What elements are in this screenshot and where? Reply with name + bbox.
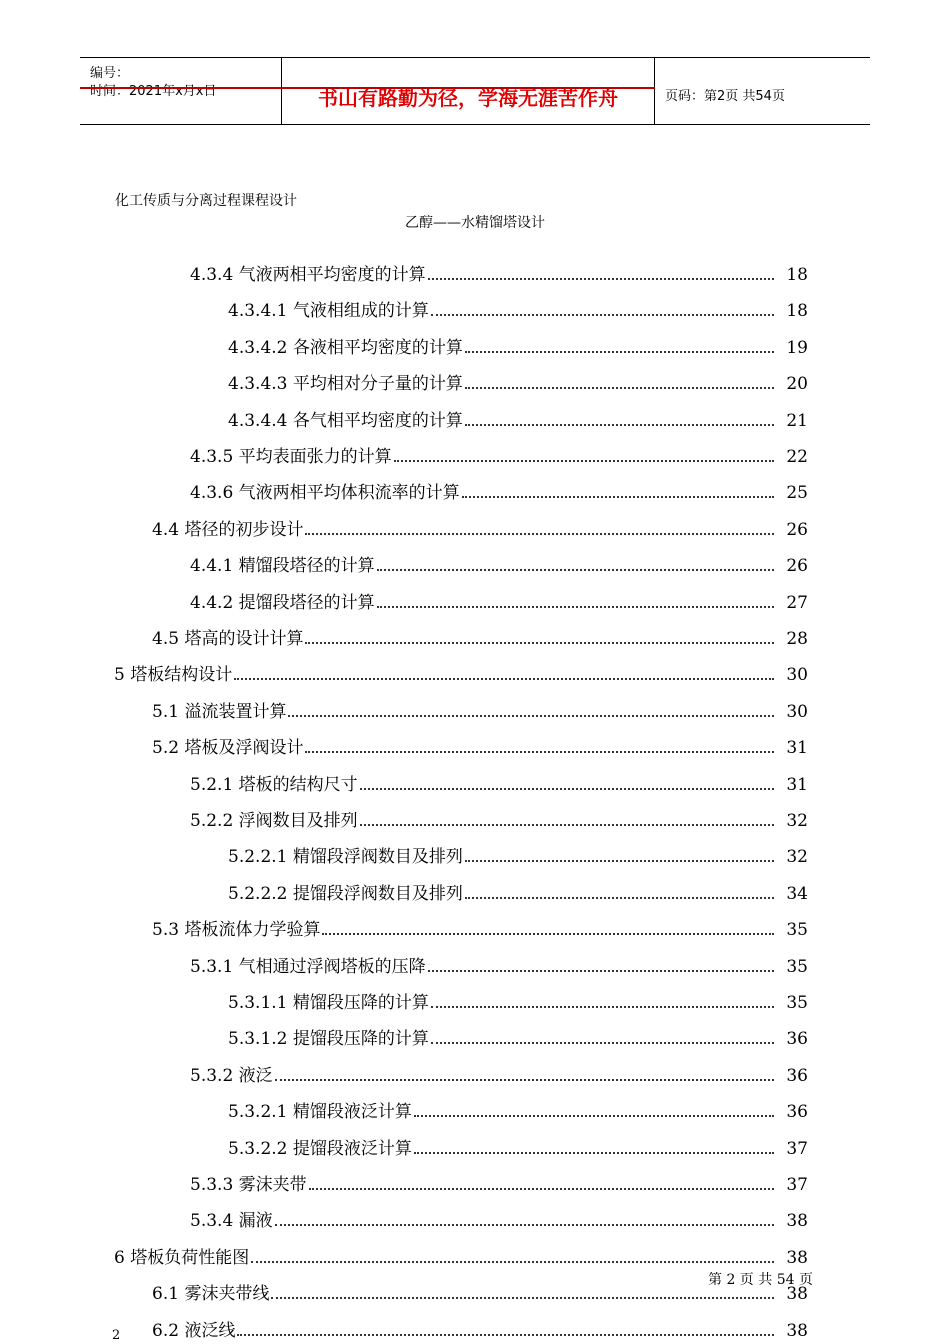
toc-entry-label: 5.3.2 液泛 bbox=[190, 1066, 273, 1086]
toc-entry[interactable] bbox=[190, 769, 808, 795]
toc-entry-label: 4.5 塔高的设计计算 bbox=[152, 629, 304, 649]
toc-entry-page: 18 bbox=[786, 301, 808, 321]
toc-entry-page: 20 bbox=[786, 374, 808, 394]
toc-entry-label: 5.3.2.1 精馏段液泛计算 bbox=[228, 1102, 412, 1122]
toc-leader-dots bbox=[465, 387, 774, 389]
toc-entry-label: 5.3.3 雾沫夹带 bbox=[190, 1175, 307, 1195]
toc-entry-label: 5.3.2.2 提馏段液泛计算 bbox=[228, 1139, 412, 1159]
header-left-cell bbox=[80, 58, 282, 124]
toc-entry-label: 6 塔板负荷性能图 bbox=[114, 1248, 250, 1268]
toc-entry[interactable] bbox=[152, 514, 808, 540]
toc-entry[interactable] bbox=[152, 696, 808, 722]
toc-entry-label: 5.3.4 漏液 bbox=[190, 1211, 273, 1231]
toc-entry-page: 36 bbox=[786, 1029, 808, 1049]
toc-entry-page: 30 bbox=[786, 702, 808, 722]
toc-entry-label: 5.2.1 塔板的结构尺寸 bbox=[190, 775, 358, 795]
toc-entry[interactable] bbox=[190, 1205, 808, 1231]
toc-entry-label: 5.2.2 浮阀数目及排列 bbox=[190, 811, 358, 831]
toc-entry-label: 5.2 塔板及浮阀设计 bbox=[152, 738, 304, 758]
toc-entry[interactable] bbox=[190, 441, 808, 467]
toc-entry-label: 4.4.2 提馏段塔径的计算 bbox=[190, 593, 375, 613]
toc-leader-dots bbox=[360, 788, 774, 790]
header-page-cell bbox=[655, 58, 870, 124]
motto-text: 书山有路勤为径，学海无涯苦作舟 bbox=[318, 86, 618, 110]
toc-leader-dots bbox=[275, 1079, 774, 1081]
toc-entry-label: 4.3.4.2 各液相平均密度的计算 bbox=[228, 338, 463, 358]
footer-page-number: 2 bbox=[112, 1328, 121, 1343]
toc-leader-dots bbox=[305, 533, 774, 535]
toc-entry-label: 4.4.1 精馏段塔径的计算 bbox=[190, 556, 375, 576]
toc-entry[interactable] bbox=[228, 332, 808, 358]
toc-entry-label: 4.3.4 气液两相平均密度的计算 bbox=[190, 265, 426, 285]
toc-leader-dots bbox=[275, 1224, 774, 1226]
toc-entry-label: 4.3.5 平均表面张力的计算 bbox=[190, 447, 392, 467]
footer-page-text: 第 2 页 共 54 页 bbox=[708, 1272, 813, 1288]
toc-entry[interactable] bbox=[152, 732, 808, 758]
toc-entry-label: 5.3.1.2 提馏段压降的计算 bbox=[228, 1029, 429, 1049]
toc-leader-dots bbox=[431, 1006, 774, 1008]
toc-leader-dots bbox=[431, 314, 774, 316]
header-table bbox=[80, 57, 870, 125]
toc-entry-page: 37 bbox=[786, 1139, 808, 1159]
toc-leader-dots bbox=[271, 1297, 774, 1299]
toc-entry[interactable] bbox=[152, 623, 808, 649]
toc-entry-label: 4.4 塔径的初步设计 bbox=[152, 520, 304, 540]
toc-entry-label: 5.3.1 气相通过浮阀塔板的压降 bbox=[190, 957, 426, 977]
toc-leader-dots bbox=[309, 1188, 774, 1190]
toc-leader-dots bbox=[465, 860, 774, 862]
toc-leader-dots bbox=[414, 1152, 774, 1154]
motto-underline bbox=[80, 87, 655, 89]
toc-entry[interactable] bbox=[228, 1096, 808, 1122]
toc-entry-label: 5.2.2.2 提馏段浮阀数目及排列 bbox=[228, 884, 463, 904]
toc-entry-page: 36 bbox=[786, 1102, 808, 1122]
document-subtitle: 乙醇——水精馏塔设计 bbox=[405, 215, 545, 231]
toc-entry[interactable] bbox=[228, 841, 808, 867]
toc-entry-page: 19 bbox=[786, 338, 808, 358]
toc-entry-label: 5.3 塔板流体力学验算 bbox=[152, 920, 321, 940]
toc-entry[interactable] bbox=[190, 587, 808, 613]
toc-leader-dots bbox=[377, 569, 774, 571]
toc-entry-label: 5.1 溢流装置计算 bbox=[152, 702, 287, 722]
toc-entry-page: 38 bbox=[786, 1321, 808, 1341]
toc-leader-dots bbox=[360, 824, 774, 826]
toc-leader-dots bbox=[305, 642, 774, 644]
time-label: 时间：2021年x月x日 bbox=[90, 84, 217, 99]
toc-leader-dots bbox=[288, 715, 774, 717]
toc-entry-page: 30 bbox=[786, 665, 808, 685]
serial-label: 编号： bbox=[90, 66, 130, 81]
toc-entry[interactable] bbox=[228, 405, 808, 431]
toc-leader-dots bbox=[428, 970, 774, 972]
toc-entry[interactable] bbox=[190, 951, 808, 977]
toc-entry[interactable] bbox=[190, 550, 808, 576]
toc-entry-page: 35 bbox=[786, 993, 808, 1013]
toc-leader-dots bbox=[377, 606, 774, 608]
toc-entry-page: 36 bbox=[786, 1066, 808, 1086]
toc-entry-label: 4.3.4.3 平均相对分子量的计算 bbox=[228, 374, 463, 394]
toc-leader-dots bbox=[414, 1115, 774, 1117]
page-info: 页码：第2页 共54页 bbox=[665, 89, 785, 104]
toc-entry[interactable] bbox=[190, 259, 808, 285]
header-motto-cell bbox=[282, 58, 655, 124]
toc-entry-page: 31 bbox=[786, 738, 808, 758]
toc-entry-label: 4.3.4.1 气液相组成的计算 bbox=[228, 301, 429, 321]
toc-leader-dots bbox=[465, 897, 774, 899]
toc-entry-page: 26 bbox=[786, 520, 808, 540]
toc-entry-page: 27 bbox=[786, 593, 808, 613]
toc-entry[interactable] bbox=[190, 805, 808, 831]
toc-entry[interactable] bbox=[228, 878, 808, 904]
toc-entry-label: 5.3.1.1 精馏段压降的计算 bbox=[228, 993, 429, 1013]
toc-entry-page: 38 bbox=[786, 1248, 808, 1268]
toc-leader-dots bbox=[465, 424, 774, 426]
toc-leader-dots bbox=[431, 1042, 774, 1044]
toc-entry[interactable] bbox=[190, 1169, 808, 1195]
toc-entry[interactable] bbox=[190, 477, 808, 503]
toc-leader-dots bbox=[462, 496, 774, 498]
toc-entry[interactable] bbox=[152, 914, 808, 940]
toc-entry-page: 18 bbox=[786, 265, 808, 285]
toc-entry-page: 35 bbox=[786, 957, 808, 977]
toc-leader-dots bbox=[322, 933, 774, 935]
toc-entry-page: 35 bbox=[786, 920, 808, 940]
toc-entry-label: 5.2.2.1 精馏段浮阀数目及排列 bbox=[228, 847, 463, 867]
toc-entry[interactable] bbox=[114, 1242, 808, 1268]
toc-leader-dots bbox=[428, 278, 774, 280]
toc-entry[interactable] bbox=[190, 1060, 808, 1086]
toc-leader-dots bbox=[251, 1261, 774, 1263]
toc-entry-page: 21 bbox=[786, 411, 808, 431]
toc-entry-page: 34 bbox=[786, 884, 808, 904]
toc-entry[interactable] bbox=[114, 659, 808, 685]
toc-entry[interactable] bbox=[152, 1315, 808, 1341]
toc-entry-label: 5 塔板结构设计 bbox=[114, 665, 233, 685]
toc-entry-page: 32 bbox=[786, 847, 808, 867]
toc-entry[interactable] bbox=[228, 987, 808, 1013]
toc-entry-page: 38 bbox=[786, 1284, 808, 1304]
toc-entry[interactable] bbox=[228, 1133, 808, 1159]
toc-entry-label: 6.1 雾沫夹带线 bbox=[152, 1284, 270, 1304]
toc-leader-dots bbox=[305, 751, 774, 753]
toc-entry-page: 26 bbox=[786, 556, 808, 576]
toc-entry[interactable] bbox=[228, 368, 808, 394]
toc-entry-label: 4.3.4.4 各气相平均密度的计算 bbox=[228, 411, 463, 431]
toc-leader-dots bbox=[237, 1334, 774, 1336]
toc-entry[interactable] bbox=[228, 1023, 808, 1049]
toc-entry[interactable] bbox=[228, 295, 808, 321]
document-title: 化工传质与分离过程课程设计 bbox=[115, 193, 297, 209]
toc-entry-page: 38 bbox=[786, 1211, 808, 1231]
toc-entry-page: 31 bbox=[786, 775, 808, 795]
toc-entry-label: 4.3.6 气液两相平均体积流率的计算 bbox=[190, 483, 460, 503]
toc-entry-page: 22 bbox=[786, 447, 808, 467]
toc-leader-dots bbox=[465, 351, 774, 353]
toc-leader-dots bbox=[234, 678, 774, 680]
toc-entry-page: 37 bbox=[786, 1175, 808, 1195]
toc-entry-page: 32 bbox=[786, 811, 808, 831]
toc-entry-page: 28 bbox=[786, 629, 808, 649]
toc-leader-dots bbox=[394, 460, 774, 462]
toc-entry-label: 6.2 液泛线 bbox=[152, 1321, 236, 1341]
toc-entry-page: 25 bbox=[786, 483, 808, 503]
